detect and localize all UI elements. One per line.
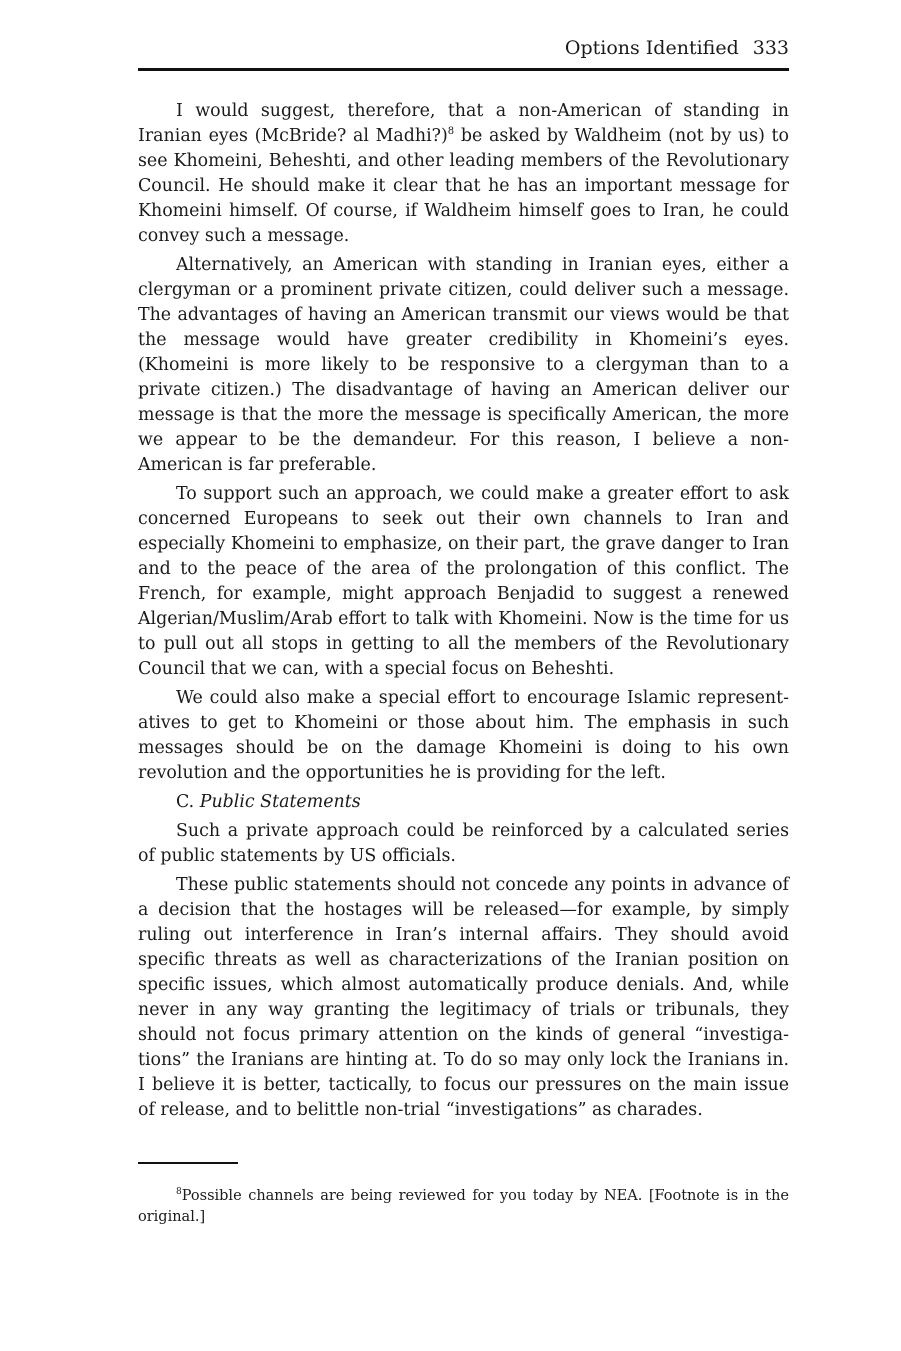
body-text [138, 99, 789, 1127]
footnote-number: 8 [176, 1187, 182, 1198]
paragraph-4: We could also make a special effort to encourage Islamic representatives to get to Khomeini or those about him. The emphasis in such messages should be on the damage Khomeini is doing to his own revolution and the opportunities he is providing for the left. [138, 688, 789, 783]
footnote [138, 1186, 789, 1228]
paragraph-1-text-b: be asked by Waldheim (not by us) to see Khomeini, Beheshti, and other leading members of the Revolutionary Council. He should make it clear that he has an important message for Khomeini himself. Of course, if Waldheim himself goes to Iran, he could convey such a message. [138, 126, 789, 246]
page-number: 333 [752, 37, 789, 59]
paragraph-6: These public statements should not concede any points in advance of a decision that the hostages will be released—for example, by simply ruling out interference in Iran’s internal affairs. They should avoid specific threats as well as characterizations of the Iranian position on specific issues, which almost automatically produce denials. And, while never in any way granting the legitimacy of trials or tribunals, they should not focus primary attention on the kinds of general “investigations” the Iranians are hinting at. To do so may only lock the Iranians in. I believe it is better, tactically, to focus our pressures on the main issue of release, and to belittle non-trial “investigations” as charades. [138, 875, 789, 1120]
section-subhead-title: Public Statements [199, 792, 361, 812]
paragraph-2: Alternatively, an American with standing in Iranian eyes, either a clergyman or a prominent private citizen, could deliver such a message. The advantages of having an American transmit our views would be that the message would have greater credibility in Khomeini’s eyes. (Khomeini is more likely to be responsive to a clergyman than to a private citizen.) The disadvantage of having an American deliver our message is that the more the message is specifically American, the more we appear to be the demandeur. For this reason, I believe a non-American is far preferable. [138, 255, 789, 475]
paragraph-5: Such a private approach could be reinforced by a calculated series of public statements by US officials. [138, 821, 789, 866]
section-subhead-letter: C. [176, 792, 200, 812]
paragraph-3: To support such an approach, we could make a greater effort to ask concerned Europeans to seek out their own channels to Iran and especially Khomeini to emphasize, on their part, the grave danger to Iran and to the peace of the area of the prolongation of this conflict. The French, for example, might approach Benjadid to suggest a renewed Algerian/Muslim/Arab effort to talk with Khomeini. Now is the time for us to pull out all stops in getting to all the members of the Revolutionary Council that we can, with a special focus on Beheshti. [138, 484, 789, 679]
header-rule [138, 68, 789, 71]
paragraph-1 [138, 99, 789, 249]
paragraph-1-text-a: I would suggest, therefore, that a non-American of standing in Iranian eyes (McBride? al Madhi?) [138, 101, 789, 146]
footnote-reference: 8 [447, 126, 455, 138]
running-head [565, 37, 789, 59]
running-head-title: Options Identified [564, 37, 739, 59]
footnote-rule [138, 1162, 238, 1164]
footnote-text: Possible channels are being reviewed for you today by NEA. [Footnote is in the original.] [138, 1188, 789, 1225]
section-subhead [138, 790, 789, 815]
